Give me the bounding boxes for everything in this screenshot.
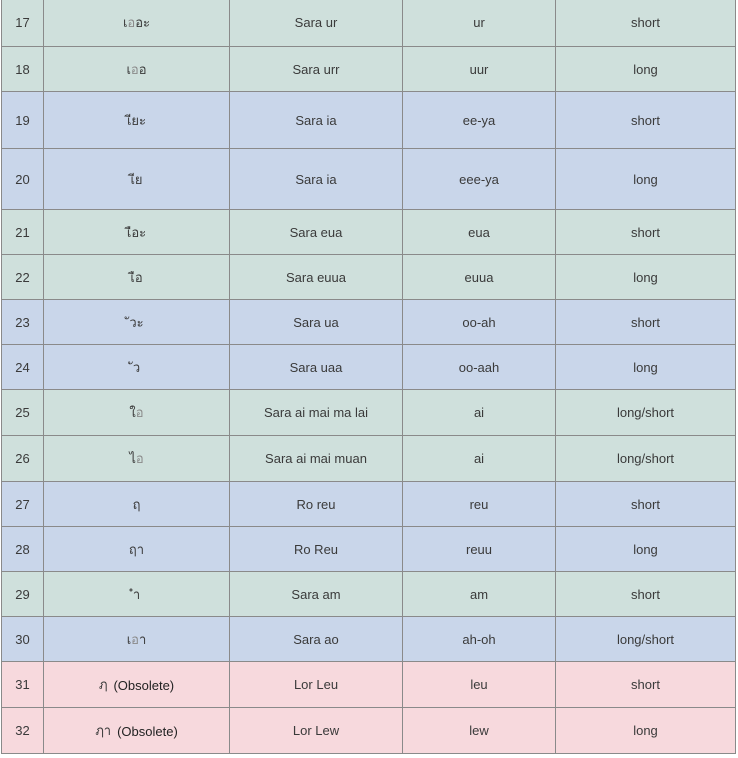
vowel-glyph-cell (44, 617, 230, 662)
table-row (2, 662, 736, 708)
glyph-rest: ือ (134, 270, 143, 286)
pronunciation: reuu (403, 527, 556, 572)
vowel-length: short (556, 210, 736, 255)
vowel-glyph (133, 498, 141, 513)
vowel-name: Sara ai mai ma lai (230, 390, 403, 436)
vowel-name: Sara euua (230, 255, 403, 300)
vowel-length: short (556, 662, 736, 708)
pronunciation: oo-ah (403, 300, 556, 345)
vowel-glyph-cell (44, 662, 230, 708)
vowel-glyph-cell (44, 255, 230, 300)
glyph-rest: า (138, 632, 147, 648)
glyph-rest: ำ (132, 587, 141, 603)
row-number: 17 (2, 0, 44, 47)
glyph-letter: ไ (129, 452, 136, 467)
pronunciation: ee-ya (403, 92, 556, 149)
pronunciation: euua (403, 255, 556, 300)
vowel-glyph-cell (44, 572, 230, 617)
vowel-name: Sara ao (230, 617, 403, 662)
vowel-length: short (556, 572, 736, 617)
vowel-length: short (556, 482, 736, 527)
glyph-letter: เ (130, 172, 135, 188)
glyph-rest: ีย (134, 172, 143, 188)
table-row (2, 482, 736, 527)
table-row (2, 0, 736, 47)
glyph-letter: เ (126, 225, 132, 241)
table-row (2, 708, 736, 754)
vowel-name: Sara ua (230, 300, 403, 345)
vowel-glyph (130, 271, 142, 286)
pronunciation: am (403, 572, 556, 617)
vowel-name: Sara ai mai muan (230, 436, 403, 482)
vowel-length: short (556, 0, 736, 47)
vowel-glyph (129, 316, 143, 331)
pronunciation: leu (403, 662, 556, 708)
vowel-glyph (130, 173, 142, 188)
vowel-name: Sara ur (230, 0, 403, 47)
vowel-glyph (123, 16, 150, 31)
vowel-length: long (556, 255, 736, 300)
vowel-name: Lor Leu (230, 662, 403, 708)
row-number: 19 (2, 92, 44, 149)
table-row (2, 390, 736, 436)
table-row (2, 255, 736, 300)
vowel-length: long (556, 527, 736, 572)
row-number: 24 (2, 345, 44, 390)
vowel-glyph (129, 452, 143, 467)
vowel-length: long (556, 149, 736, 210)
vowel-name: Sara ia (230, 149, 403, 210)
glyph-letter: เ (126, 62, 131, 78)
row-number: 25 (2, 390, 44, 436)
glyph-letter: เ (126, 632, 132, 648)
table-row (2, 149, 736, 210)
vowel-glyph (129, 406, 143, 421)
vowel-length: long (556, 47, 736, 92)
glyph-ph: อ (131, 632, 139, 648)
pronunciation: uur (403, 47, 556, 92)
vowel-glyph-cell (44, 708, 230, 754)
row-number: 26 (2, 436, 44, 482)
pronunciation: reu (403, 482, 556, 527)
vowel-name: Sara am (230, 572, 403, 617)
row-number: 30 (2, 617, 44, 662)
row-number: 18 (2, 47, 44, 92)
table-row (2, 436, 736, 482)
glyph-ph: อ (135, 452, 144, 467)
glyph-letter: เ (130, 270, 135, 286)
vowel-glyph-cell (44, 92, 230, 149)
table-row (2, 47, 736, 92)
glyph-letter: เ (122, 15, 128, 31)
vowel-glyph (95, 724, 111, 739)
glyph-rest: ียะ (131, 113, 147, 129)
glyph-letter: ฦา (95, 724, 112, 739)
table-row (2, 300, 736, 345)
vowel-glyph (133, 361, 140, 376)
table-row (2, 527, 736, 572)
vowel-glyph (127, 633, 147, 648)
vowel-glyph-cell (44, 482, 230, 527)
row-number: 27 (2, 482, 44, 527)
table-row (2, 617, 736, 662)
vowel-glyph (126, 63, 146, 78)
pronunciation: eua (403, 210, 556, 255)
vowel-table (1, 0, 736, 754)
glyph-ph: อ (135, 406, 144, 421)
glyph-ph: อ (127, 15, 136, 31)
vowel-length: long (556, 345, 736, 390)
pronunciation: ur (403, 0, 556, 47)
row-number: 23 (2, 300, 44, 345)
vowel-name: Ro Reu (230, 527, 403, 572)
vowel-name: Lor Lew (230, 708, 403, 754)
vowel-glyph (127, 226, 146, 241)
glyph-rest: อะ (135, 15, 151, 31)
vowel-name: Sara ia (230, 92, 403, 149)
glyph-rest: ือะ (131, 225, 147, 241)
glyph-rest: ัว (132, 360, 141, 376)
vowel-glyph-cell (44, 300, 230, 345)
table-row (2, 92, 736, 149)
vowel-length: long/short (556, 617, 736, 662)
vowel-glyph (99, 678, 108, 693)
pronunciation: oo-aah (403, 345, 556, 390)
vowel-length: short (556, 92, 736, 149)
vowel-glyph (127, 114, 146, 129)
vowel-length: long/short (556, 436, 736, 482)
glyph-letter: ฤ (132, 497, 141, 513)
table-row (2, 210, 736, 255)
vowel-name: Ro reu (230, 482, 403, 527)
row-number: 21 (2, 210, 44, 255)
glyph-letter: ใ (129, 406, 136, 421)
obsolete-note: (Obsolete) (113, 678, 175, 694)
vowel-glyph (129, 543, 144, 558)
vowel-length: short (556, 300, 736, 345)
row-number: 29 (2, 572, 44, 617)
row-number: 28 (2, 527, 44, 572)
vowel-glyph-cell (44, 47, 230, 92)
vowel-glyph-cell (44, 345, 230, 390)
row-number: 20 (2, 149, 44, 210)
vowel-glyph-cell (44, 0, 230, 47)
row-number: 32 (2, 708, 44, 754)
vowel-glyph-cell (44, 390, 230, 436)
vowel-name: Sara urr (230, 47, 403, 92)
glyph-ph: อ (130, 62, 139, 78)
table-row (2, 572, 736, 617)
glyph-letter: ฦ (98, 678, 108, 693)
glyph-rest: อ (138, 62, 147, 78)
pronunciation: ah-oh (403, 617, 556, 662)
vowel-name: Sara eua (230, 210, 403, 255)
row-number: 22 (2, 255, 44, 300)
pronunciation: ai (403, 390, 556, 436)
vowel-glyph-cell (44, 149, 230, 210)
vowel-glyph-cell (44, 210, 230, 255)
row-number: 31 (2, 662, 44, 708)
glyph-letter: เ (126, 113, 132, 129)
vowel-length: long (556, 708, 736, 754)
vowel-glyph (133, 588, 140, 603)
glyph-letter: ฤา (128, 542, 145, 558)
vowel-name: Sara uaa (230, 345, 403, 390)
pronunciation: lew (403, 708, 556, 754)
obsolete-note: (Obsolete) (117, 724, 178, 740)
vowel-length: long/short (556, 390, 736, 436)
vowel-glyph-cell (44, 436, 230, 482)
pronunciation: eee-ya (403, 149, 556, 210)
vowel-glyph-cell (44, 527, 230, 572)
glyph-rest: ัวะ (129, 315, 144, 331)
table-row (2, 345, 736, 390)
pronunciation: ai (403, 436, 556, 482)
